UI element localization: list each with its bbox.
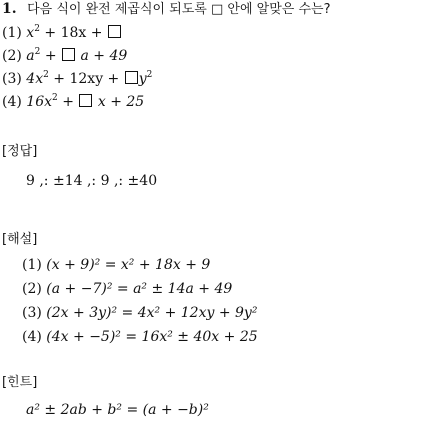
option-label: (2) — [2, 48, 22, 64]
blank-box — [62, 48, 75, 61]
explanation-label: (4) — [22, 329, 42, 345]
answer-heading: [정답] — [2, 144, 38, 159]
option-2: (2) $a^2 + a + 49$ — [2, 47, 128, 64]
option-expr-a: x — [26, 25, 35, 41]
explanation-label: (3) — [22, 305, 42, 321]
blank-box — [79, 94, 92, 107]
explanation-label: (2) — [22, 281, 42, 297]
option-label: (4) — [2, 94, 22, 110]
option-expr-c: a + 49 — [80, 48, 128, 64]
explanation-item-1 — [22, 258, 210, 272]
option-expr-a: a — [26, 48, 35, 64]
option-label: (1) — [2, 25, 22, 41]
option-expr-b: + — [62, 94, 74, 110]
hint-heading: [힌트] — [2, 375, 38, 390]
option-expr-b: + — [44, 48, 57, 64]
option-expr-a: 16x — [26, 94, 53, 110]
option-label: (3) — [2, 71, 22, 87]
explanation-text: (4x + −5)² = 16x² ± 40x + 25 — [46, 329, 258, 345]
explanation-text: (x + 9)² = x² + 18x + 9 — [46, 257, 211, 273]
option-expr-a: 4x — [26, 71, 44, 87]
question-line — [2, 2, 330, 16]
explanation-text: (a + −7)² = a² ± 14a + 49 — [46, 281, 233, 297]
blank-box — [125, 71, 138, 84]
explanation-label: (1) — [22, 257, 42, 273]
option-3: (3) $4x^2 + 12xy + y^2$ — [2, 70, 153, 87]
blank-box — [108, 25, 121, 38]
explanation-heading: [해설] — [2, 232, 38, 247]
hint-formula: a² ± 2ab + b² = (a + −b)² — [26, 402, 209, 418]
question-number: 1. — [2, 1, 17, 17]
hint-text — [26, 403, 209, 417]
question-text: 다음 식이 완전 제곱식이 되도록 □ 안에 알맞은 수는? — [27, 2, 331, 17]
explanation-item-3 — [22, 306, 257, 320]
explanation-item-4 — [22, 330, 258, 344]
option-expr-c: y — [138, 71, 147, 87]
explanation-item-2 — [22, 282, 232, 296]
option-expr-c: x + 25 — [97, 94, 145, 110]
explanation-text: (2x + 3y)² = 4x² + 12xy + 9y² — [46, 305, 258, 321]
option-1: (1) $x^2 + 18x$ + — [2, 25, 122, 40]
option-expr-b: + 18x + — [44, 25, 103, 41]
option-expr-b: + 12xy + — [53, 71, 120, 87]
answer-text: 9 ,: ±14 ,: 9 ,: ±40 — [26, 173, 158, 189]
option-4: (4) $16x^2 + x + 25$ — [2, 93, 145, 110]
